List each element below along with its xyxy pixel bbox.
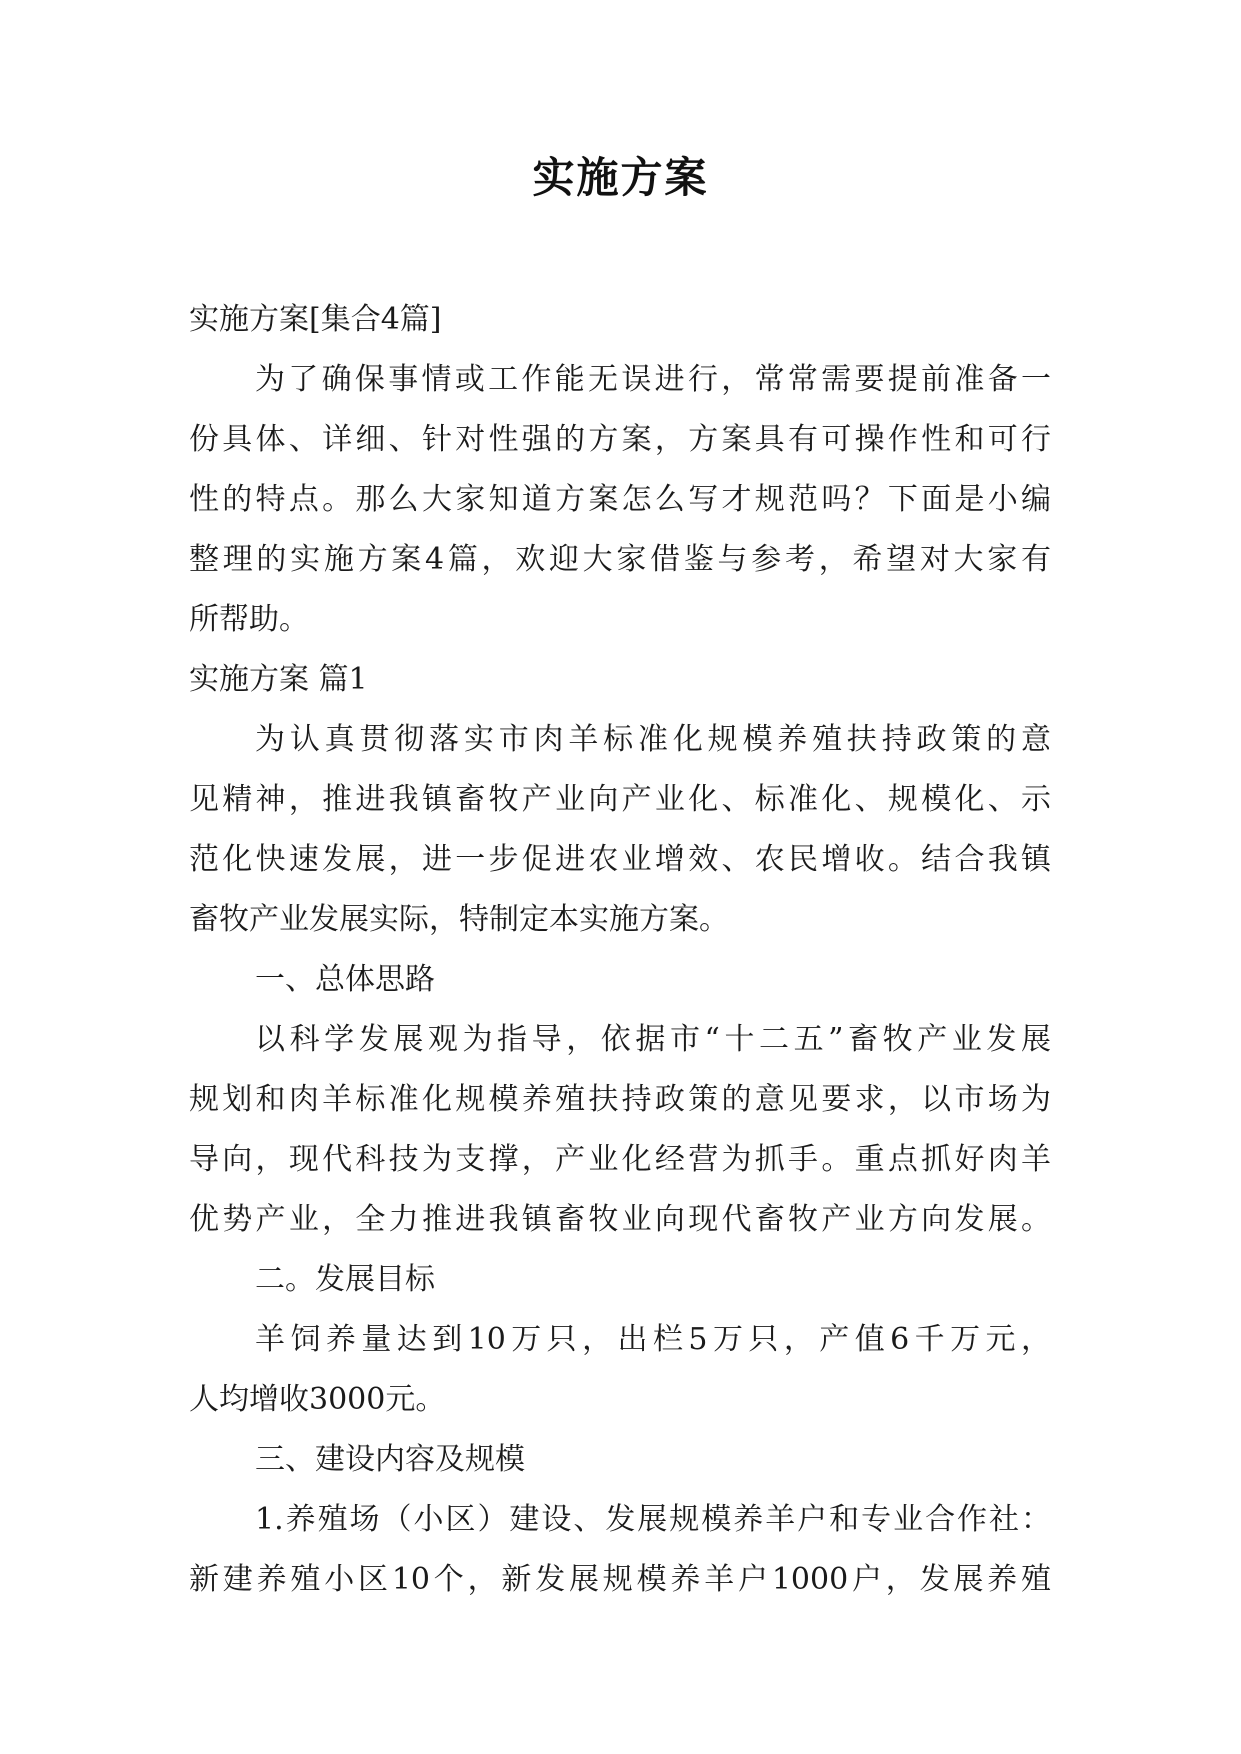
text-line: 实施方案[集合4篇] — [189, 302, 442, 337]
text-line: 范化快速发展，进一步促进农业增效、农民增收。结合我镇 — [189, 842, 1051, 877]
text-line: 以科学发展观为指导，依据市“十二五”畜牧产业发展 — [255, 1022, 1051, 1057]
text-line: 羊饲养量达到10万只，出栏5万只，产值6千万元， — [255, 1322, 1051, 1357]
text-line: 一、总体思路 — [255, 962, 435, 997]
text-line: 新建养殖小区10个，新发展规模养羊户1000户，发展养殖 — [189, 1562, 1051, 1597]
text-line: 导向，现代科技为支撑，产业化经营为抓手。重点抓好肉羊 — [189, 1142, 1051, 1177]
text-line: 三、建设内容及规模 — [255, 1442, 525, 1477]
text-line: 为认真贯彻落实市肉羊标准化规模养殖扶持政策的意 — [255, 722, 1051, 757]
document-body — [189, 290, 1051, 1610]
text-line: 见精神，推进我镇畜牧产业向产业化、标准化、规模化、示 — [189, 782, 1051, 817]
text-line: 二。发展目标 — [255, 1262, 435, 1297]
text-line: 规划和肉羊标准化规模养殖扶持政策的意见要求，以市场为 — [189, 1082, 1051, 1117]
text-line: 为了确保事情或工作能无误进行，常常需要提前准备一 — [255, 362, 1051, 397]
text-line: 性的特点。那么大家知道方案怎么写才规范吗？下面是小编 — [189, 482, 1051, 517]
text-line: 1.养殖场（小区）建设、发展规模养羊户和专业合作社： — [255, 1502, 1051, 1537]
text-line: 份具体、详细、针对性强的方案，方案具有可操作性和可行 — [189, 422, 1051, 457]
text-line: 实施方案 篇1 — [189, 662, 368, 697]
document-title: 实施方案 — [532, 153, 709, 202]
text-line: 优势产业，全力推进我镇畜牧业向现代畜牧产业方向发展。 — [189, 1202, 1051, 1237]
text-line: 畜牧产业发展实际，特制定本实施方案。 — [189, 902, 729, 937]
text-line: 人均增收3000元。 — [189, 1382, 446, 1417]
text-line: 整理的实施方案4篇，欢迎大家借鉴与参考，希望对大家有 — [189, 542, 1051, 577]
text-line: 所帮助。 — [189, 602, 309, 637]
